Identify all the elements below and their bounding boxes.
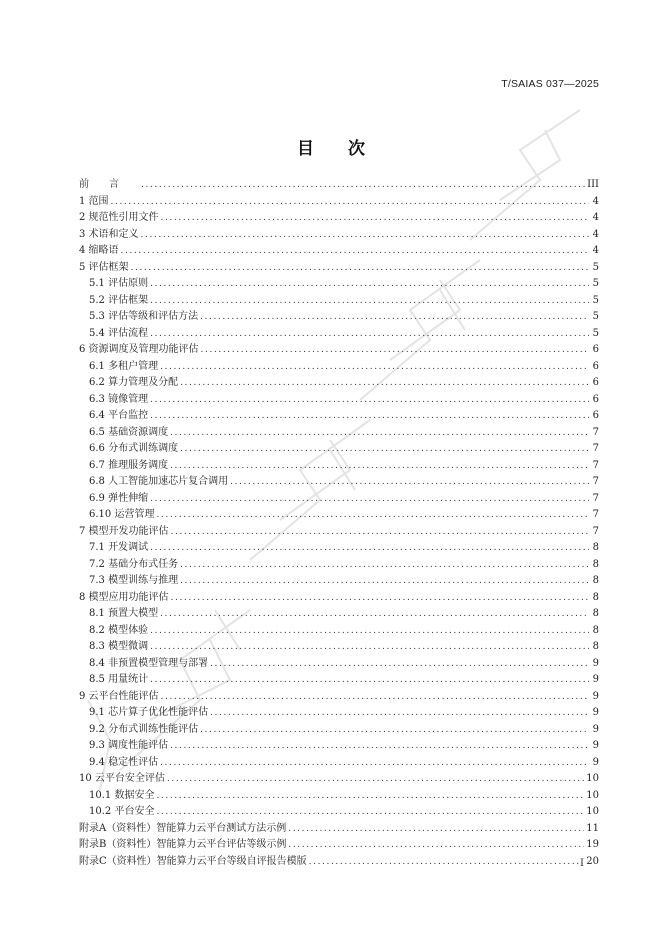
toc-entry[interactable]	[79, 326, 599, 343]
toc-leader-dots	[288, 837, 584, 854]
toc-leader-dots	[121, 243, 589, 260]
toc-entry-label: 6.2 算力管理及分配	[89, 377, 179, 388]
toc-entry-label: 7.3 模型训练与推理	[89, 575, 179, 586]
toc-entry-page: 4	[592, 228, 599, 240]
toc-entry[interactable]	[79, 458, 599, 475]
toc-leader-dots	[180, 441, 589, 458]
toc-entry-page: 19	[586, 839, 599, 850]
toc-entry-page: 9	[592, 690, 599, 702]
toc-entry[interactable]	[79, 177, 599, 194]
toc-leader-dots	[230, 474, 589, 491]
toc-leader-dots	[309, 854, 585, 871]
toc-entry[interactable]	[79, 408, 599, 425]
toc-leader-dots	[288, 821, 584, 838]
toc-entry-page: 8	[592, 608, 599, 619]
toc-entry-label: 6.10 运营管理	[89, 509, 155, 520]
toc-entry[interactable]	[79, 639, 599, 656]
toc-leader-dots	[171, 524, 589, 541]
toc-leader-dots	[150, 639, 589, 656]
toc-leader-dots	[171, 590, 589, 607]
toc-entry[interactable]	[79, 771, 599, 788]
toc-entry-label: 7.1 开发调试	[89, 542, 149, 553]
toc-entry-label: 8.4 非预置模型管理与部署	[89, 657, 209, 669]
toc-entry[interactable]	[79, 342, 599, 359]
toc-leader-dots	[156, 788, 584, 805]
toc-entry[interactable]	[79, 722, 599, 739]
toc-entry-page: 7	[592, 476, 599, 487]
toc-entry-label: 2 规范性引用文件	[79, 212, 159, 223]
toc-entry-page: 9	[592, 657, 599, 669]
toc-leader-dots	[167, 771, 584, 788]
toc-leader-dots	[160, 755, 589, 772]
toc-entry-page: 9	[592, 740, 599, 751]
toc-entry[interactable]	[79, 837, 599, 854]
toc-entry-label: 8.3 模型微调	[89, 641, 149, 652]
toc-entry-page: 5	[592, 327, 599, 339]
toc-leader-dots	[150, 540, 589, 557]
toc-entry-label: 6.6 分布式训练调度	[89, 443, 179, 454]
toc-entry[interactable]	[79, 491, 599, 508]
toc-entry-label: 5.1 评估原则	[89, 278, 149, 289]
toc-leader-dots	[201, 342, 589, 359]
toc-entry-label: 1 范围	[79, 195, 109, 207]
toc-entry[interactable]	[79, 854, 599, 871]
toc-entry-page: 9	[592, 707, 599, 718]
toc-entry-page: 8	[592, 558, 599, 570]
toc-entry-label: 7.2 基础分布式任务	[89, 558, 179, 570]
toc-leader-dots	[150, 392, 589, 409]
toc-entry-label: 10.2 平台安全	[89, 806, 155, 817]
toc-entry-page: 6	[592, 344, 599, 355]
toc-entry[interactable]	[79, 804, 599, 821]
toc-entry-label: 6.7 推理服务调度	[89, 459, 169, 471]
toc-entry[interactable]	[79, 260, 599, 277]
toc-entry-page: 4	[592, 212, 599, 223]
toc-entry-page: 4	[592, 195, 599, 207]
toc-entry-page: 10	[586, 789, 599, 801]
toc-entry-page: 8	[592, 624, 599, 636]
toc-leader-dots	[141, 227, 589, 244]
toc-entry-label: 6.9 弹性伸缩	[89, 492, 149, 504]
toc-entry-label: 3 术语和定义	[79, 228, 139, 240]
toc-entry-label: 5.3 评估等级和评估方法	[89, 311, 199, 322]
toc-leader-dots	[141, 177, 585, 194]
toc-leader-dots	[150, 326, 589, 343]
toc-entry-label: 5.4 评估流程	[89, 327, 149, 339]
toc-leader-dots	[150, 491, 589, 508]
toc-entry-label: 5.2 评估框架	[89, 294, 149, 306]
toc-leader-dots	[150, 672, 589, 689]
toc-entry-page: 8	[592, 575, 599, 586]
toc-entry-page: 11	[586, 822, 599, 834]
toc-entry-page: 6	[592, 360, 599, 372]
toc-leader-dots	[161, 210, 589, 227]
toc-entry-label: 9.4 稳定性评估	[89, 756, 159, 768]
toc-entry-label: 6.1 多租户管理	[89, 360, 159, 372]
toc-entry-page: 8	[592, 641, 599, 652]
toc-entry-page: 8	[592, 542, 599, 553]
toc-entry-page: 5	[592, 311, 599, 322]
toc-entry[interactable]	[79, 656, 599, 673]
toc-entry-label: 9.1 芯片算子优化性能评估	[89, 707, 209, 718]
toc-entry[interactable]	[79, 672, 599, 689]
toc-entry[interactable]	[79, 590, 599, 607]
toc-entry[interactable]	[79, 309, 599, 326]
toc-title: 目次	[297, 139, 399, 159]
toc-entry-page: 9	[592, 756, 599, 768]
toc-leader-dots	[156, 507, 589, 524]
toc-entry[interactable]	[79, 540, 599, 557]
table-of-contents	[79, 177, 599, 870]
toc-entry-page: 6	[592, 393, 599, 405]
toc-entry-label: 6.5 基础资源调度	[89, 426, 169, 438]
toc-leader-dots	[131, 260, 589, 277]
toc-leader-dots	[170, 458, 589, 475]
toc-leader-dots	[210, 705, 589, 722]
toc-entry-page: 10	[586, 773, 599, 784]
toc-entry[interactable]	[79, 243, 599, 260]
toc-entry[interactable]	[79, 557, 599, 574]
toc-entry[interactable]	[79, 788, 599, 805]
toc-entry-label: 附录A（资料性）智能算力云平台测试方法示例	[79, 822, 287, 834]
toc-leader-dots	[150, 293, 589, 310]
toc-entry-label: 10 云平台安全评估	[79, 773, 165, 784]
toc-leader-dots	[111, 194, 589, 211]
toc-entry[interactable]	[79, 293, 599, 310]
toc-leader-dots	[160, 359, 589, 376]
toc-entry-label: 5 评估框架	[79, 261, 129, 273]
toc-entry-page: 7	[592, 459, 599, 471]
toc-entry-page: 20	[586, 855, 599, 867]
toc-entry-label: 10.1 数据安全	[89, 789, 155, 801]
toc-entry-label: 8 模型应用功能评估	[79, 591, 169, 603]
toc-entry-page: 5	[592, 278, 599, 289]
toc-entry[interactable]	[79, 623, 599, 640]
toc-entry-label: 9.3 调度性能评估	[89, 740, 169, 751]
toc-entry-page: 7	[592, 509, 599, 520]
toc-entry-label: 8.1 预置大模型	[89, 608, 159, 619]
toc-entry[interactable]	[79, 738, 599, 755]
toc-entry-label: 6.4 平台监控	[89, 410, 149, 421]
toc-leader-dots	[180, 557, 589, 574]
toc-leader-dots	[200, 309, 589, 326]
toc-entry-page: 7	[592, 443, 599, 454]
toc-entry[interactable]	[79, 425, 599, 442]
toc-entry-label: 前言	[79, 179, 139, 190]
toc-entry[interactable]	[79, 194, 599, 211]
toc-entry-label: 6.3 镜像管理	[89, 393, 149, 405]
toc-entry[interactable]	[79, 606, 599, 623]
toc-entry[interactable]	[79, 507, 599, 524]
toc-leader-dots	[160, 606, 589, 623]
toc-entry-page: 6	[592, 410, 599, 421]
toc-entry-label: 8.5 用量统计	[89, 674, 149, 685]
toc-entry-page: 9	[592, 674, 599, 685]
toc-leader-dots	[150, 276, 589, 293]
toc-entry[interactable]	[79, 441, 599, 458]
toc-leader-dots	[180, 573, 589, 590]
toc-entry[interactable]	[79, 689, 599, 706]
toc-leader-dots	[170, 425, 589, 442]
toc-entry[interactable]	[79, 524, 599, 541]
toc-leader-dots	[200, 722, 589, 739]
toc-entry[interactable]	[79, 375, 599, 392]
toc-entry[interactable]	[79, 705, 599, 722]
toc-entry[interactable]	[79, 821, 599, 838]
toc-entry-label: 6.8 人工智能加速芯片复合调用	[89, 476, 229, 487]
toc-entry-page: III	[587, 179, 599, 190]
toc-entry-page: 5	[592, 261, 599, 273]
toc-leader-dots	[170, 738, 589, 755]
toc-entry-label: 6 资源调度及管理功能评估	[79, 344, 199, 355]
toc-entry-label: 附录B（资料性）智能算力云平台评估等级示例	[79, 839, 287, 850]
toc-entry-label: 9.2 分布式训练性能评估	[89, 723, 199, 735]
toc-entry-page: 9	[592, 723, 599, 735]
toc-leader-dots	[161, 689, 589, 706]
toc-leader-dots	[180, 375, 589, 392]
toc-entry-page: 7	[592, 426, 599, 438]
toc-entry-page: 10	[586, 806, 599, 817]
toc-entry[interactable]	[79, 392, 599, 409]
toc-entry-label: 7 模型开发功能评估	[79, 525, 169, 537]
toc-entry-page: 7	[592, 525, 599, 537]
toc-entry-label: 8.2 模型体验	[89, 624, 149, 636]
page-number: I	[580, 858, 584, 869]
toc-entry-label: 4 缩略语	[79, 245, 119, 256]
toc-entry[interactable]	[79, 755, 599, 772]
toc-entry[interactable]	[79, 276, 599, 293]
toc-entry[interactable]	[79, 573, 599, 590]
toc-entry-page: 7	[592, 492, 599, 504]
toc-leader-dots	[150, 408, 589, 425]
toc-entry-label: 附录C（资料性）智能算力云平台等级自评报告模版	[79, 855, 307, 867]
toc-entry[interactable]	[79, 474, 599, 491]
toc-leader-dots	[156, 804, 584, 821]
toc-entry-label: 9 云平台性能评估	[79, 690, 159, 702]
toc-entry-page: 6	[592, 377, 599, 388]
toc-entry-page: 4	[592, 245, 599, 256]
toc-leader-dots	[150, 623, 589, 640]
toc-entry[interactable]	[79, 359, 599, 376]
toc-entry-page: 5	[592, 294, 599, 306]
document-number: T/SAIAS 037—2025	[501, 78, 599, 90]
toc-entry-page: 8	[592, 591, 599, 603]
toc-entry[interactable]	[79, 227, 599, 244]
toc-entry[interactable]	[79, 210, 599, 227]
toc-leader-dots	[210, 656, 589, 673]
